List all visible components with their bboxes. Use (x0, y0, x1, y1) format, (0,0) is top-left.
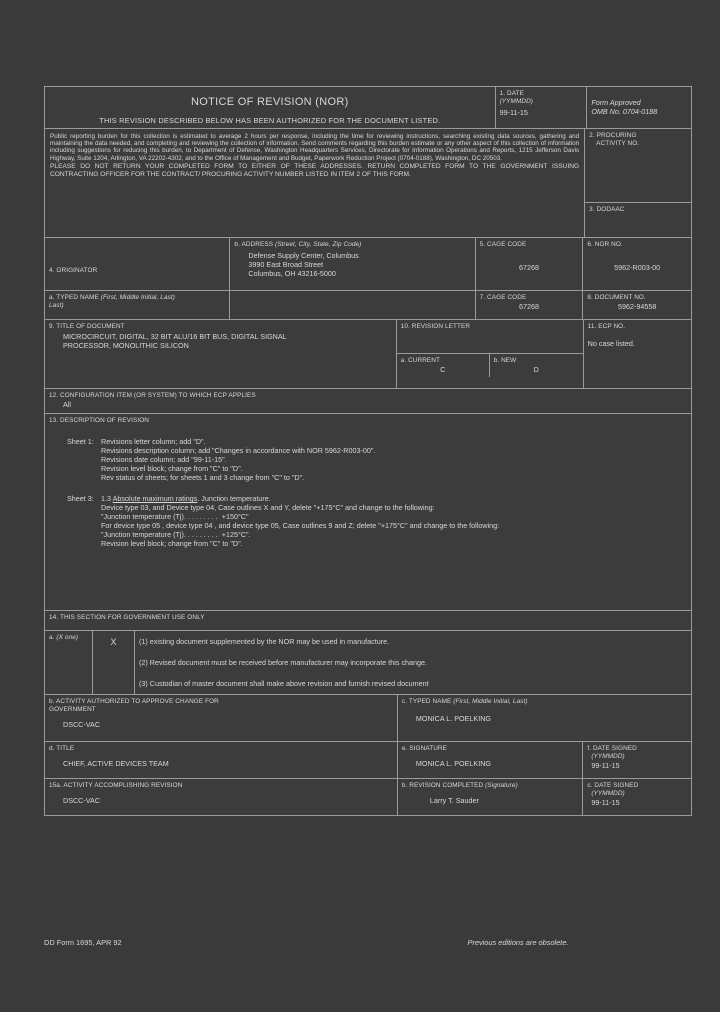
ecp-number-label: 11. ECP NO. (587, 323, 626, 330)
date-label: 1. DATE (499, 90, 524, 97)
typed-name-blank-cell (230, 291, 475, 319)
document-number-label: 8. DOCUMENT NO. (587, 294, 646, 301)
cage-code-7-cell (476, 291, 584, 319)
form-identifier: DD Form 1695, APR 92 (44, 938, 122, 947)
activity-authorized-row (45, 695, 691, 742)
form-approved-line2: OMB No. 0704-0188 (591, 107, 658, 116)
document-number-cell (583, 291, 691, 319)
page-title: NOTICE OF REVISION (NOR) (191, 96, 349, 108)
revision-current-value: C (440, 365, 446, 374)
dodaac-label: 3. DODAAC (589, 206, 625, 213)
cage-code-7-value: 67268 (518, 302, 539, 311)
sheet-line: Revisions letter column; add "D". (101, 437, 206, 446)
procuring-activity-label: 2. PROCURING (589, 132, 637, 139)
government-section-label: 14. THIS SECTION FOR GOVERNMENT USE ONLY (49, 614, 205, 621)
accomplishing-row (45, 779, 691, 815)
configuration-value: All (63, 400, 71, 409)
revision-new-label: b. NEW (493, 357, 517, 364)
document-title-line-1: MICROCIRCUIT, DIGITAL, 32 BIT ALU/16 BIT BUS, DIGITAL SIGNAL (63, 332, 287, 341)
revision-completed-label-text: b. REVISION COMPLETED (401, 782, 484, 789)
ecp-number-value: No case listed. (587, 339, 635, 348)
activity-authorized-cell (45, 695, 398, 741)
revision-current-label: a. CURRENT (400, 357, 441, 364)
sheet-line: 1.3 Absolute maximum ratings. Junction temperature. (101, 494, 271, 503)
address-line-1: Defense Supply Center, Columbus (248, 251, 359, 260)
description-label: 13. DESCRIPTION OF REVISION (49, 417, 149, 424)
date-format: (YYMMDD) (499, 98, 534, 105)
accomplishing-activity-label: 15a. ACTIVITY ACCOMPLISHING REVISION (49, 782, 183, 789)
date-signed-format: (YYMMDD) (591, 753, 625, 760)
sheet-line: Revisions date column; add "99-11-15". (101, 455, 227, 464)
revision-letter-header (397, 320, 583, 354)
ecp-number-cell (584, 320, 691, 388)
date-signed-2-label: c. DATE SIGNED (587, 782, 639, 789)
address-cell (230, 238, 475, 290)
x-one-label-hint: (X one) (56, 634, 79, 641)
revision-letter-cell (397, 320, 584, 388)
form-title-cell (45, 87, 496, 128)
date-signed-cell (583, 742, 691, 778)
address-label-text: b. ADDRESS (234, 241, 274, 248)
originator-label: 4. ORIGINATOR (49, 267, 98, 274)
description-sheet-block (49, 437, 687, 482)
sheet-label: Sheet 1: (67, 437, 94, 446)
x-one-label-text: a. (49, 634, 55, 641)
typed-name-row (45, 291, 691, 320)
address-line-2: 3990 East Broad Street (248, 260, 324, 269)
document-title-cell (45, 320, 397, 388)
paperwork-notice: PLEASE DO NOT RETURN YOUR COMPLETED FORM TO EITHER OF THESE ADDRESSES. RETURN COMPLETED FORM TO THE GOVERNMENT ISSUING CONTRACTING OFFICER FOR THE CONTRACT/ PROCURING ACTIVITY NUMBER LISTED IN ITEM 2 OF THIS FORM. (50, 162, 580, 178)
date-signed-2-format: (YYMMDD) (591, 790, 625, 797)
form-footer (44, 938, 692, 947)
sheet-line: Rev status of sheets; for sheets 1 and 3 change from "C" to "D". (101, 473, 305, 482)
originator-row (45, 238, 691, 291)
originator-cell (45, 238, 230, 290)
x-one-label (49, 634, 88, 642)
approver-typed-name-label-hint: (First, Middle Initial, Last) (453, 698, 528, 705)
dd-form-1695 (44, 86, 692, 816)
description-row (45, 414, 691, 611)
nor-number-cell (583, 238, 691, 290)
government-section-header-row (45, 611, 691, 631)
accomplishing-activity-cell (45, 779, 398, 815)
revision-completed-label-hint: (Signature) (485, 782, 518, 789)
approver-typed-name-label (402, 698, 687, 706)
signature-value: MONICA L. POELKING (415, 759, 491, 768)
sheet-line: "Junction temperature (Tj). . . . . . . . . +125°C". (101, 530, 251, 539)
cage-code-cell (476, 238, 584, 290)
footer-note: Previous editions are obsolete. (467, 938, 569, 947)
revision-current-cell (397, 354, 490, 377)
accomplishing-activity-value: DSCC-VAC (63, 796, 101, 805)
revision-new-value: D (533, 365, 539, 374)
date-signed-label: f. DATE SIGNED (587, 745, 637, 752)
sheet-line: "Junction temperature (Tj). . . . . . . . . +150°C" (101, 512, 249, 521)
typed-name-label-text: a. TYPED NAME (49, 294, 99, 301)
cage-code-label: 5. CAGE CODE (479, 241, 527, 248)
sheet-line: Revision level block; change from "C" to "D". (101, 464, 243, 473)
x-mark-checkbox[interactable] (93, 631, 135, 694)
activity-authorized-value: DSCC-VAC (63, 720, 101, 729)
sheet-body (101, 494, 687, 548)
approver-title-value: CHIEF, ACTIVE DEVICES TEAM (63, 759, 169, 768)
revision-new-cell (490, 354, 583, 377)
activity-authorized-label-1: b. ACTIVITY AUTHORIZED TO APPROVE CHANGE FOR (49, 698, 219, 705)
typed-name-label-hint2: Last) (49, 302, 64, 309)
typed-name-cell (45, 291, 230, 319)
revision-letter-values (397, 354, 583, 377)
description-sheet-block (49, 494, 687, 548)
government-option[interactable]: (1) existing document supplemented by the NOR may be used in manufacture. (139, 637, 390, 646)
document-title-label: 9. TITLE OF DOCUMENT (49, 323, 125, 330)
address-label-hint: (Street, City, State, Zip Code) (274, 241, 362, 248)
procuring-dodaac-stack (585, 129, 691, 237)
revision-completed-cell (398, 779, 583, 815)
signature-cell (398, 742, 583, 778)
revision-completed-value: Larry T. Sauder (429, 796, 479, 805)
approver-typed-name-value: MONICA L. POELKING (415, 714, 491, 723)
typed-name-label (49, 294, 225, 302)
form-header-row (45, 87, 691, 129)
configuration-cell (45, 389, 691, 413)
x-mark: X (110, 637, 117, 647)
document-title-row (45, 320, 691, 389)
government-option[interactable]: (2) Revised document must be received before manufacturer may incorporate this change. (139, 658, 428, 667)
address-line-3: Columbus, OH 43216-5000 (248, 269, 336, 278)
title-signature-row (45, 742, 691, 779)
revision-completed-label (402, 782, 578, 790)
address-label (234, 241, 470, 249)
government-xone-row (45, 631, 691, 695)
sheet-label: Sheet 3: (67, 494, 94, 503)
configuration-label: 12. CONFIGURATION ITEM (OR SYSTEM) TO WHICH ECP APPLIES (49, 392, 256, 399)
form-approved-line1: Form Approved (591, 98, 641, 107)
approver-title-label: d. TITLE (49, 745, 75, 752)
paperwork-text: Public reporting burden for this collection is estimated to average 2 hours per response, including the time for reviewing instructions, searching existing data sources, gathering and maintaining the data needed, and completing and reviewing the collection of information. Send comments regarding this burden estimate or any other aspect of this collection of information including suggestions for reducing this burden, to Department of Defense, Washington Headquarters Services, Directorate for Information Operations and Reports, 1215 Jefferson Davis Highway, Suite 1204, Arlington, VA 22202-4302, and to the Office of Management and Budget, Paperwork Reduction Project (0704-0188), Washington, DC 20503. (50, 133, 580, 162)
configuration-row (45, 389, 691, 414)
procuring-activity-cell (585, 129, 691, 203)
sheet-line: Device type 03, and Device type 04, Case outlines X and Y, delete "+175°C" and change to the following: (101, 503, 435, 512)
description-cell (45, 414, 691, 610)
date-cell (496, 87, 588, 128)
date-signed-2-value: 99-11-15 (591, 798, 620, 807)
paperwork-row (45, 129, 691, 238)
form-subtitle: THIS REVISION DESCRIBED BELOW HAS BEEN AUTHORIZED FOR THE DOCUMENT LISTED. (99, 115, 441, 125)
nor-number-label: 6. NOR NO. (587, 241, 623, 248)
date-value: 99-11-15 (499, 108, 528, 117)
date-signed-2-cell (583, 779, 691, 815)
government-options-cell (135, 631, 691, 694)
sheet-line: Revision level block; change from "C" to "D". (101, 539, 243, 548)
approver-typed-name-label-text: c. TYPED NAME (401, 698, 452, 705)
activity-authorized-label-2: GOVERNMENT (49, 706, 96, 713)
omb-approval-cell (587, 87, 691, 128)
sheet-line: For device type 05 , device type 04 , and device type 05, Case outlines 9 and Z; delete "+175°C" and change to the following: (101, 521, 500, 530)
sheet-line-underlined: Absolute maximum ratings (112, 494, 198, 503)
approver-typed-name-cell (398, 695, 691, 741)
cage-code-7-label: 7. CAGE CODE (479, 294, 527, 301)
x-one-label-cell (45, 631, 93, 694)
dodaac-cell (585, 203, 691, 237)
cage-code-value: 67268 (518, 263, 539, 272)
typed-name-label-hint: (First, Middle Initial, Last) (100, 294, 176, 301)
government-option[interactable]: (3) Custodian of master document shall make above revision and furnish revised document (139, 679, 429, 688)
sheet-body (101, 437, 687, 482)
document-number-value: 5962-94558 (617, 302, 657, 311)
signature-label: e. SIGNATURE (401, 745, 448, 752)
sheet-line: Revisions description column; add "Changes in accordance with NOR 5962-R003-00". (101, 446, 376, 455)
approver-title-cell (45, 742, 398, 778)
paperwork-burden-cell (45, 129, 585, 237)
document-title-line-2: PROCESSOR, MONOLITHIC SILICON (63, 341, 189, 350)
nor-number-value: 5962-R003-00 (614, 263, 661, 272)
revision-letter-label: 10. REVISION LETTER (400, 323, 471, 330)
government-section-label-cell (45, 611, 691, 630)
procuring-activity-label2: ACTIVITY NO. (596, 140, 640, 147)
date-signed-value: 99-11-15 (591, 761, 620, 770)
